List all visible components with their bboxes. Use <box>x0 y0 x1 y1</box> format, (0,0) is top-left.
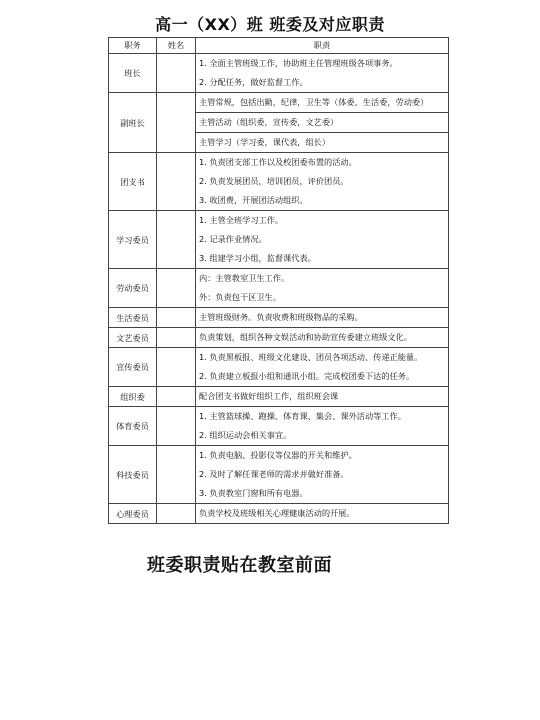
duty-cell <box>196 133 449 153</box>
duty-line: 1. 主管全班学习工作。 <box>199 215 284 225</box>
role-cell: 副班长 <box>109 93 157 153</box>
role-cell: 生活委员 <box>109 308 157 328</box>
name-cell <box>157 211 196 269</box>
name-cell <box>157 407 196 446</box>
table-row <box>109 269 449 308</box>
duty-cell <box>196 387 449 407</box>
role-cell: 体育委员 <box>109 407 157 446</box>
duty-line: 3. 组建学习小组，监督课代表。 <box>199 253 316 263</box>
table-row <box>109 407 449 446</box>
duty-cell <box>196 54 449 93</box>
duty-line: 负责策划，组织各种文娱活动和协助宣传委建立班级文化。 <box>199 332 412 342</box>
duty-cell <box>196 504 449 524</box>
name-cell <box>157 446 196 504</box>
duty-line: 主管学习（学习委，课代表，组长） <box>199 137 331 147</box>
duty-line: 1. 负责团支部工作以及校团委布置的活动。 <box>199 157 357 167</box>
duty-line: 内：主管教室卫生工作。 <box>199 273 290 283</box>
name-cell <box>157 153 196 211</box>
role-cell: 心理委员 <box>109 504 157 524</box>
duty-cell <box>196 211 449 269</box>
name-cell <box>157 387 196 407</box>
name-cell <box>157 504 196 524</box>
duty-line: 2. 分配任务，做好监督工作。 <box>199 77 308 87</box>
duty-table <box>108 37 449 524</box>
role-cell: 科技委员 <box>109 446 157 504</box>
duty-line: 1. 负责电脑、投影仪等仪器的开关和维护。 <box>199 450 357 460</box>
name-cell <box>157 93 196 153</box>
table-header-row <box>109 38 449 54</box>
duty-line: 主管班级财务。负责收费和班级物品的采购。 <box>199 312 363 322</box>
duty-cell <box>196 93 449 113</box>
duty-line: 2. 记录作业情况。 <box>199 234 267 244</box>
duty-line: 3. 收团费，开展团活动组织。 <box>199 195 308 205</box>
duty-line: 2. 负责建立板报小组和通讯小组。完成校团委下达的任务。 <box>199 371 415 381</box>
duty-cell <box>196 407 449 446</box>
duty-cell <box>196 446 449 504</box>
table-row <box>109 153 449 211</box>
name-cell <box>157 328 196 348</box>
table-row <box>109 446 449 504</box>
table-row <box>109 348 449 387</box>
duty-line: 1. 全面主管班级工作，协助班主任管理班级各项事务。 <box>199 58 398 68</box>
name-cell <box>157 308 196 328</box>
table-row <box>109 308 449 328</box>
header-duty: 职责 <box>196 38 449 54</box>
footer-note: 班委职责贴在教室前面 <box>147 555 332 576</box>
document-title: 高一（XX）班 班委及对应职责 <box>155 15 385 34</box>
name-cell <box>157 54 196 93</box>
duty-cell <box>196 328 449 348</box>
table-row <box>109 328 449 348</box>
role-cell: 团支书 <box>109 153 157 211</box>
duty-line: 2. 负责发展团员，培训团员，评价团员。 <box>199 176 349 186</box>
table-body <box>109 54 449 524</box>
role-cell: 组织委 <box>109 387 157 407</box>
duty-line: 负责学校及班级相关心理健康活动的开展。 <box>199 508 355 518</box>
header-name: 姓名 <box>157 38 196 54</box>
duty-cell <box>196 308 449 328</box>
name-cell <box>157 348 196 387</box>
table-row <box>109 504 449 524</box>
duty-line: 1. 主管篮球操、跑操、体育课、集会、课外活动等工作。 <box>199 411 406 421</box>
role-cell: 班长 <box>109 54 157 93</box>
duty-line: 主管活动（组织委，宣传委，文艺委） <box>199 117 339 127</box>
role-cell: 宣传委员 <box>109 348 157 387</box>
duty-cell <box>196 153 449 211</box>
name-cell <box>157 269 196 308</box>
duty-line: 2. 组织运动会相关事宜。 <box>199 430 292 440</box>
table-row <box>109 54 449 93</box>
duty-cell <box>196 348 449 387</box>
header-role: 职务 <box>109 38 157 54</box>
duty-line: 外：负责包干区卫生。 <box>199 292 281 302</box>
role-cell: 文艺委员 <box>109 328 157 348</box>
duty-cell <box>196 113 449 133</box>
duty-line: 配合团支书做好组织工作，组织班会课 <box>199 391 339 401</box>
role-cell: 劳动委员 <box>109 269 157 308</box>
table-row <box>109 93 449 113</box>
table-row <box>109 211 449 269</box>
duty-cell <box>196 269 449 308</box>
duty-line: 3. 负责教室门窗和所有电器。 <box>199 488 308 498</box>
duty-line: 1. 负责黑板报、班级文化建设、团员各项活动、传递正能量。 <box>199 352 423 362</box>
duty-line: 2. 及时了解任课老师的需求并做好准备。 <box>199 469 349 479</box>
table-row <box>109 387 449 407</box>
duty-line: 主管常规，包括出勤，纪律，卫生等（体委，生活委，劳动委） <box>199 97 429 107</box>
role-cell: 学习委员 <box>109 211 157 269</box>
